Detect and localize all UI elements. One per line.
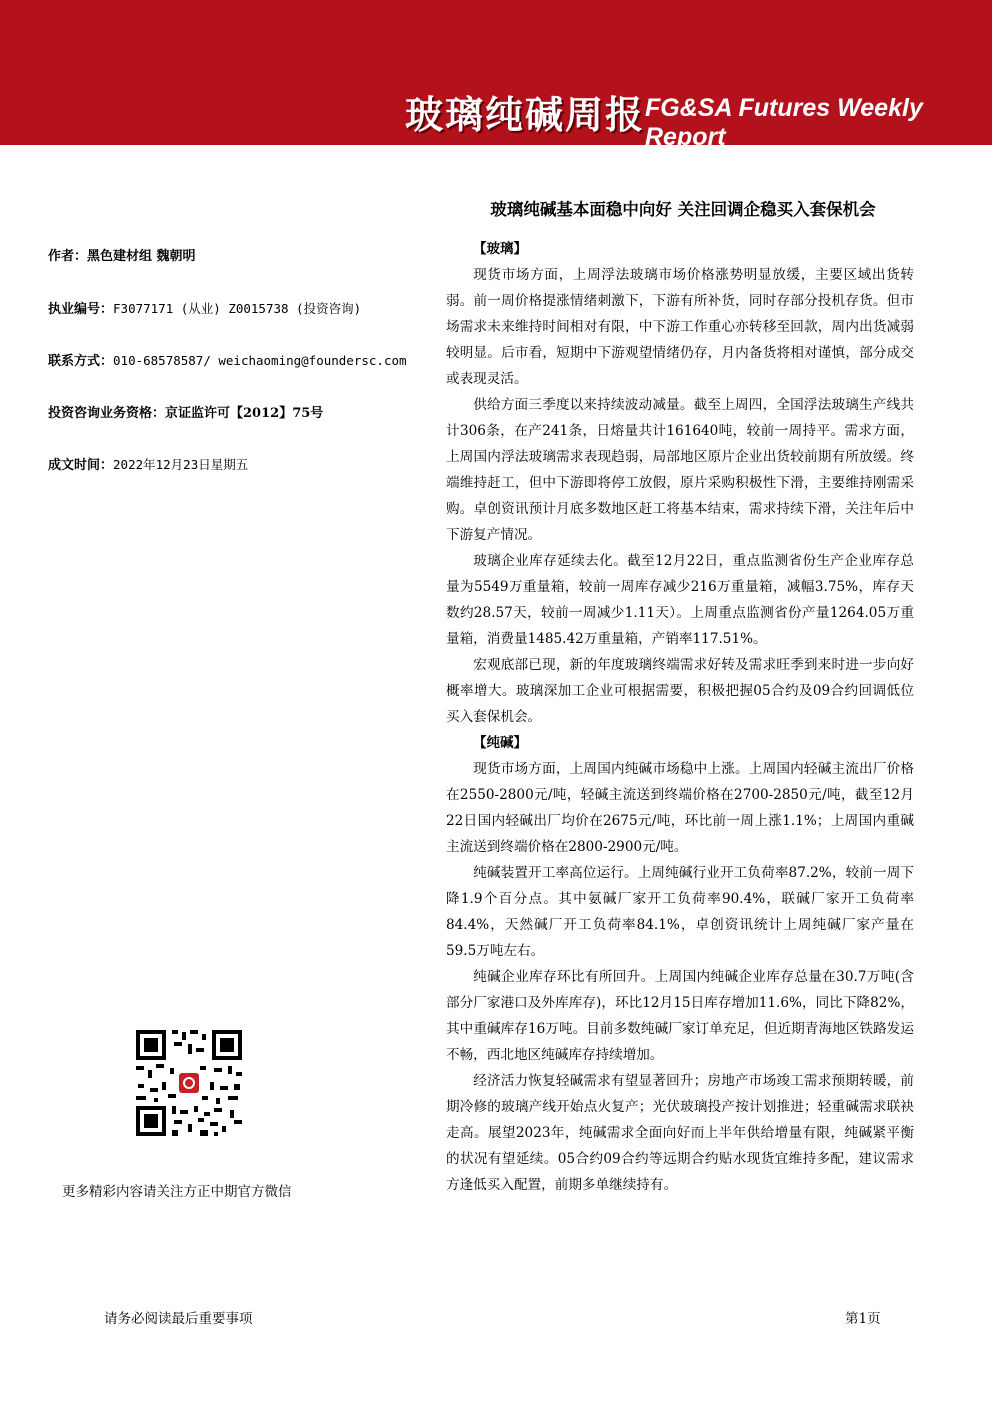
- contact-value: 010-68578587/ weichaoming@foundersc.com: [113, 353, 407, 368]
- contact-label: 联系方式：: [48, 354, 114, 369]
- author-value: 黑色建材组 魏朝明: [87, 249, 196, 264]
- qualification-line: [48, 402, 323, 421]
- license-value: F3077171 (从业) Z0015738 (投资咨询): [113, 301, 362, 316]
- soda-paragraph: 经济活力恢复轻碱需求有望显著回升；房地产市场竣工需求预期转暖，前期冷修的玻璃产线开始点火复产；光伏玻璃投产按计划推进；轻重碱需求联袂走高。展望2023年，纯碱需求全面向好而上半年供给增量有限，纯碱紧平衡的状况有望延续。05合约09合约等远期合约贴水现货宜维持多配，建议需求方逢低买入配置，前期多单继续持有。: [446, 1073, 914, 1193]
- author-label: 作者：: [48, 249, 88, 264]
- report-title: 玻璃纯碱基本面稳中向好 关注回调企稳买入套保机会: [490, 200, 876, 219]
- footer-notice: 请务必阅读最后重要事项: [104, 1311, 253, 1327]
- report-body: [446, 236, 914, 1198]
- glass-paragraph: 现货市场方面，上周浮法玻璃市场价格涨势明显放缓，主要区域出货转弱。前一周价格提涨情绪刺激下，下游有所补货，同时存部分投机存货。但市场需求未来维持时间相对有限，中下游工作重心亦转移至回款，周内出货减弱较明显。后市看，短期中下游观望情绪仍存，月内备货将相对谨慎，部分成交或表现灵活。: [446, 267, 914, 387]
- banner-title-en: FG&SA Futures Weekly Report: [645, 94, 923, 151]
- contact-line: [48, 350, 407, 369]
- soda-paragraph: 纯碱企业库存环比有所回升。上周国内纯碱企业库存总量在30.7万吨(含部分厂家港口及外库库存)，环比12月15日库存增加11.6%，同比下降82%，其中重碱库存16万吨。目前多数纯碱厂家订单充足，但近期青海地区铁路发运不畅，西北地区纯碱库存持续增加。: [446, 969, 914, 1063]
- glass-paragraph: 供给方面三季度以来持续波动减量。截至上周四，全国浮法玻璃生产线共计306条，在产241条，日熔量共计161640吨，较前一周持平。需求方面，上周国内浮法玻璃需求表现趋弱，局部地区原片企业出货较前期有所放缓。终端维持赶工，但中下游即将停工放假，原片采购积极性下滑，主要维持刚需采购。卓创资讯预计月底多数地区赶工将基本结束，需求持续下滑，关注年后中下游复产情况。: [446, 397, 914, 543]
- license-line: [48, 298, 361, 317]
- soda-paragraph: 现货市场方面，上周国内纯碱市场稳中上涨。上周国内轻碱主流出厂价格在2550-2800元/吨，轻碱主流送到终端价格在2700-2850元/吨，截至12月22日国内轻碱出厂均价在2675元/吨，环比前一周上涨1.1%；上周国内重碱主流送到终端价格在2800-2900元/吨。: [446, 761, 914, 855]
- qualification-label: 投资咨询业务资格：: [48, 406, 166, 421]
- date-line: [48, 454, 248, 473]
- soda-paragraph: 纯碱装置开工率高位运行。上周纯碱行业开工负荷率87.2%，较前一周下降1.9个百分点。其中氨碱厂家开工负荷率90.4%，联碱厂家开工负荷率84.4%，天然碱厂开工负荷率84.1%，卓创资讯统计上周纯碱厂家产量在59.5万吨左右。: [446, 865, 914, 959]
- header-banner: [0, 0, 992, 151]
- license-label: 执业编号：: [48, 302, 114, 317]
- section-heading-soda: 【纯碱】: [473, 735, 527, 751]
- glass-paragraph: 玻璃企业库存延续去化。截至12月22日，重点监测省份生产企业库存总量为5549万重量箱，较前一周库存减少216万重量箱，减幅3.75%，库存天数约28.57天，较前一周减少1.11天）。上周重点监测省份产量1264.05万重量箱，消费量1485.42万重量箱，产销率117.51%。: [446, 553, 914, 647]
- glass-paragraph: 宏观底部已现，新的年度玻璃终端需求好转及需求旺季到来时进一步向好概率增大。玻璃深加工企业可根据需要，积极把握05合约及09合约回调低位买入套保机会。: [446, 657, 914, 725]
- author-line: [48, 245, 196, 264]
- date-label: 成文时间：: [48, 458, 114, 473]
- page-number: 第1页: [845, 1311, 881, 1327]
- section-heading-glass: 【玻璃】: [473, 241, 527, 257]
- banner-title-cn: 玻璃纯碱周报: [405, 93, 646, 137]
- date-value: 2022年12月23日星期五: [113, 457, 249, 472]
- qualification-value: 京证监许可【2012】75号: [165, 406, 324, 421]
- qr-caption: 更多精彩内容请关注方正中期官方微信: [62, 1184, 292, 1200]
- wechat-qr-code-icon: [134, 1028, 244, 1138]
